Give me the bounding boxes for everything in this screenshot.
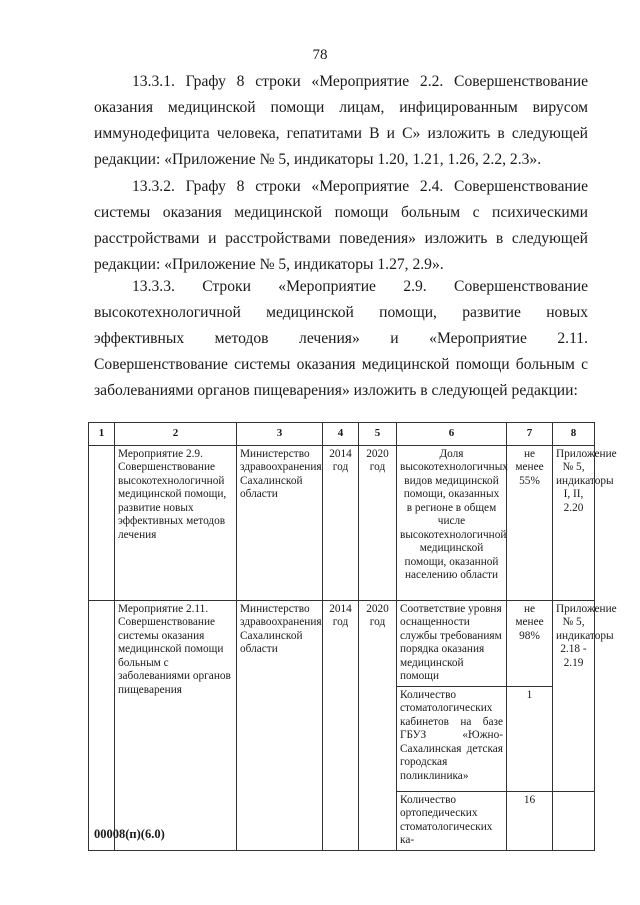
row2-value-3-cell: 16 <box>507 791 553 850</box>
row2-end-year-cell: 2020 год <box>359 600 397 850</box>
header-col-5: 5 <box>359 423 397 446</box>
header-col-2: 2 <box>115 423 237 446</box>
paragraph-13-3-2: 13.3.2. Графу 8 строки «Мероприятие 2.4. Совершенствование системы оказания медицинской помощи больным с психическими расстройствами и расстройствами поведения» изложить в следующей редакции: «Приложение № 5, индикаторы 1.27, 2.9». <box>94 178 588 273</box>
row2-start-year-cell: 2014 год <box>323 600 359 850</box>
table-row <box>89 600 595 686</box>
row2-reference-empty-cell <box>553 791 595 850</box>
row2-indicator-3-cell: Количество ортопедических стоматологических ка- <box>397 791 507 850</box>
header-col-8: 8 <box>553 423 595 446</box>
row1-executor-cell: Министерство здравоохранения Сахалинской области <box>237 445 323 600</box>
row2-reference-cell: Приложение № 5, индикаторы 2.18 - 2.19 <box>553 600 595 791</box>
paragraph-13-3-1: 13.3.1. Графу 8 строки «Мероприятие 2.2. Совершенствование оказания медицинской помощи лицам, инфицированным вирусом иммунодефицита человека, гепатитами В и С» изложить в следующей редакции: «Приложение № 5, индикаторы 1.20, 1.21, 1.26, 2.2, 2.3». <box>94 73 588 168</box>
row1-indicator-cell: Доля высокотехнологичных видов медицинской помощи, оказанных в регионе в общем числе высокотехнологичной медицинской помощи, оказанной населению области <box>397 445 507 600</box>
row2-value-1-cell: не менее 98% <box>507 600 553 686</box>
table-row <box>89 445 595 600</box>
row1-number-cell <box>89 445 115 600</box>
page-number: 78 <box>312 47 328 63</box>
row2-number-cell <box>89 600 115 850</box>
row1-start-year-cell: 2014 год <box>323 445 359 600</box>
header-col-4: 4 <box>323 423 359 446</box>
row1-reference-cell: Приложение № 5, индикаторы I, II, 2.20 <box>553 445 595 600</box>
row1-end-year-cell: 2020 год <box>359 445 397 600</box>
paragraph-13-3-3: 13.3.3. Строки «Мероприятие 2.9. Совершенствование высокотехнологичной медицинской помощи, развитие новых эффективных методов лечения» и «Мероприятие 2.11. Совершенствование системы оказания медицинской помощи больным с заболеваниями органов пищеварения» изложить в следующей редакции: <box>94 278 588 399</box>
row2-executor-cell: Министерство здравоохранения Сахалинской области <box>237 600 323 850</box>
row2-value-2-cell: 1 <box>507 686 553 791</box>
row2-indicator-1-cell: Соответствие уровня оснащенности службы требованиям порядка оказания медицинской помощи <box>397 600 507 686</box>
row1-value-cell: не менее 55% <box>507 445 553 600</box>
header-col-6: 6 <box>397 423 507 446</box>
row2-indicator-2-cell: Количество стоматологических кабинетов на базе ГБУЗ «Южно-Сахалинская детская городская поликлиника» <box>397 686 507 791</box>
table-header-row <box>89 423 595 446</box>
document-code: 00008(п)(6.0) <box>94 827 165 841</box>
header-col-1: 1 <box>89 423 115 446</box>
row1-event-cell: Мероприятие 2.9. Совершенствование высокотехнологичной медицинской помощи, развитие новых эффективных методов лечения <box>115 445 237 600</box>
amendment-table <box>88 422 617 851</box>
row2-event-cell: Мероприятие 2.11. Совершенствование системы оказания медицинской помощи больным с заболеваниями органов пищеварения <box>115 600 237 850</box>
header-col-3: 3 <box>237 423 323 446</box>
header-col-7: 7 <box>507 423 553 446</box>
